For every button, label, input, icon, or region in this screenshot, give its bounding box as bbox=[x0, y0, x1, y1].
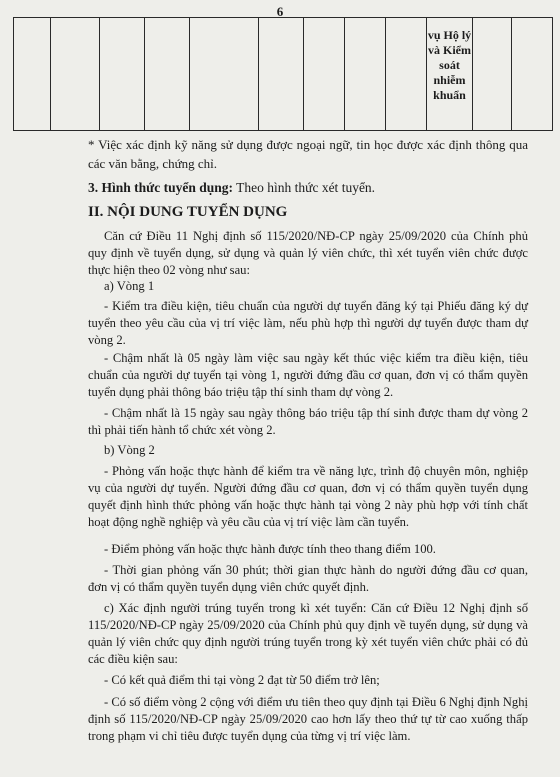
table-cell-text: vụ Hộ lý và Kiểm soát nhiễm khuẩn bbox=[427, 28, 472, 102]
table-cell bbox=[14, 18, 51, 131]
section-c-paragraph-2: - Có kết quả điểm thi tại vòng 2 đạt từ 50 điểm trở lên; bbox=[104, 673, 380, 687]
round1-heading: a) Vòng 1 bbox=[104, 279, 155, 293]
round2-paragraph-1: - Phỏng vấn hoặc thực hành để kiểm tra về năng lực, trình độ chuyên môn, nghiệp vụ của người dự tuyển. Người đứng đầu cơ quan, đơn vị có thẩm quyền tuyển dụng quyết định hình thức phỏng vấn hoặc thực hành tại vòng 2 này phù hợp với tính chất hoạt động nghề nghiệp và yêu cầu của vị trí việc làm cần tuyển. bbox=[88, 464, 528, 529]
section-3-label: 3. Hình thức tuyển dụng: bbox=[88, 180, 234, 195]
section-3 bbox=[88, 180, 375, 196]
table-cell bbox=[100, 18, 145, 131]
round2-paragraph-3: - Thời gian phỏng vấn 30 phút; thời gian thực hành do người đứng đầu cơ quan, đơn vị có thẩm quyền tuyển dụng viên chức quyết định. bbox=[88, 563, 528, 594]
round2-paragraph-2: - Điểm phỏng vấn hoặc thực hành được tính theo thang điểm 100. bbox=[104, 542, 436, 556]
table-cell bbox=[190, 18, 259, 131]
table-cell bbox=[386, 18, 427, 131]
table-cell bbox=[51, 18, 100, 131]
table-cell bbox=[473, 18, 512, 131]
paragraph-intro: Căn cứ Điều 11 Nghị định số 115/2020/NĐ-CP ngày 25/09/2020 của Chính phủ quy định về tuyển dụng, sử dụng và quản lý viên chức, thì xét tuyển viên chức được thực hiện theo 02 vòng như sau: bbox=[88, 229, 528, 277]
round1-paragraph-1: - Kiểm tra điều kiện, tiêu chuẩn của người dự tuyển đăng ký tại Phiếu đăng ký dự tuyển theo yêu cầu của vị trí việc làm, nếu phù hợp thì người dự tuyển được tham dự vòng 2. bbox=[88, 299, 528, 347]
round1-paragraph-2: - Chậm nhất là 05 ngày làm việc sau ngày kết thúc việc kiểm tra điều kiện, tiêu chuẩn của người dự tuyển tại vòng 1, người đứng đầu cơ quan, đơn vị có thẩm quyền tuyển dụng phải thông báo triệu tập thí sinh tham dự vòng 2. bbox=[88, 351, 528, 399]
section-3-text: Theo hình thức xét tuyển. bbox=[233, 180, 376, 195]
table-cell bbox=[512, 18, 553, 131]
section-c-paragraph-3: - Có số điểm vòng 2 cộng với điểm ưu tiên theo quy định tại Điều 6 Nghị định Nghị định số 115/2020/NĐ-CP ngày 25/09/2020 cao hơn lấy theo thứ tự từ cao xuống thấp trong phạm vi chỉ tiêu được tuyển dụng của từng vị trí việc làm. bbox=[88, 695, 528, 743]
round1-paragraph-3: - Chậm nhất là 15 ngày sau ngày thông báo triệu tập thí sinh được tham dự vòng 2 thì phải tiến hành tổ chức xét vòng 2. bbox=[88, 406, 528, 437]
page-number: 6 bbox=[276, 4, 284, 19]
table-cell bbox=[345, 18, 386, 131]
table-cell bbox=[304, 18, 345, 131]
table-row bbox=[14, 18, 553, 131]
table-cell bbox=[145, 18, 190, 131]
section-c-paragraph-1: c) Xác định người trúng tuyển trong kì xét tuyển: Căn cứ Điều 12 Nghị định số 115/2020/NĐ-CP ngày 25/09/2020 của Chính phủ quy định về tuyển dụng, sử dụng và quản lý viên chức quy định người trúng tuyển trong kỳ xét tuyển viên chức phải có đủ các điều kiện sau: bbox=[88, 601, 528, 666]
round2-heading: b) Vòng 2 bbox=[104, 443, 155, 457]
section-heading-II: II. NỘI DUNG TUYỂN DỤNG bbox=[88, 204, 288, 220]
note-star: * Việc xác định kỹ năng sử dụng được ngoại ngữ, tin học được xác định thông qua các văn bằng, chứng chỉ. bbox=[88, 137, 528, 171]
table-cell-duty bbox=[427, 18, 473, 131]
table-cell bbox=[259, 18, 304, 131]
position-table-fragment bbox=[13, 17, 553, 131]
